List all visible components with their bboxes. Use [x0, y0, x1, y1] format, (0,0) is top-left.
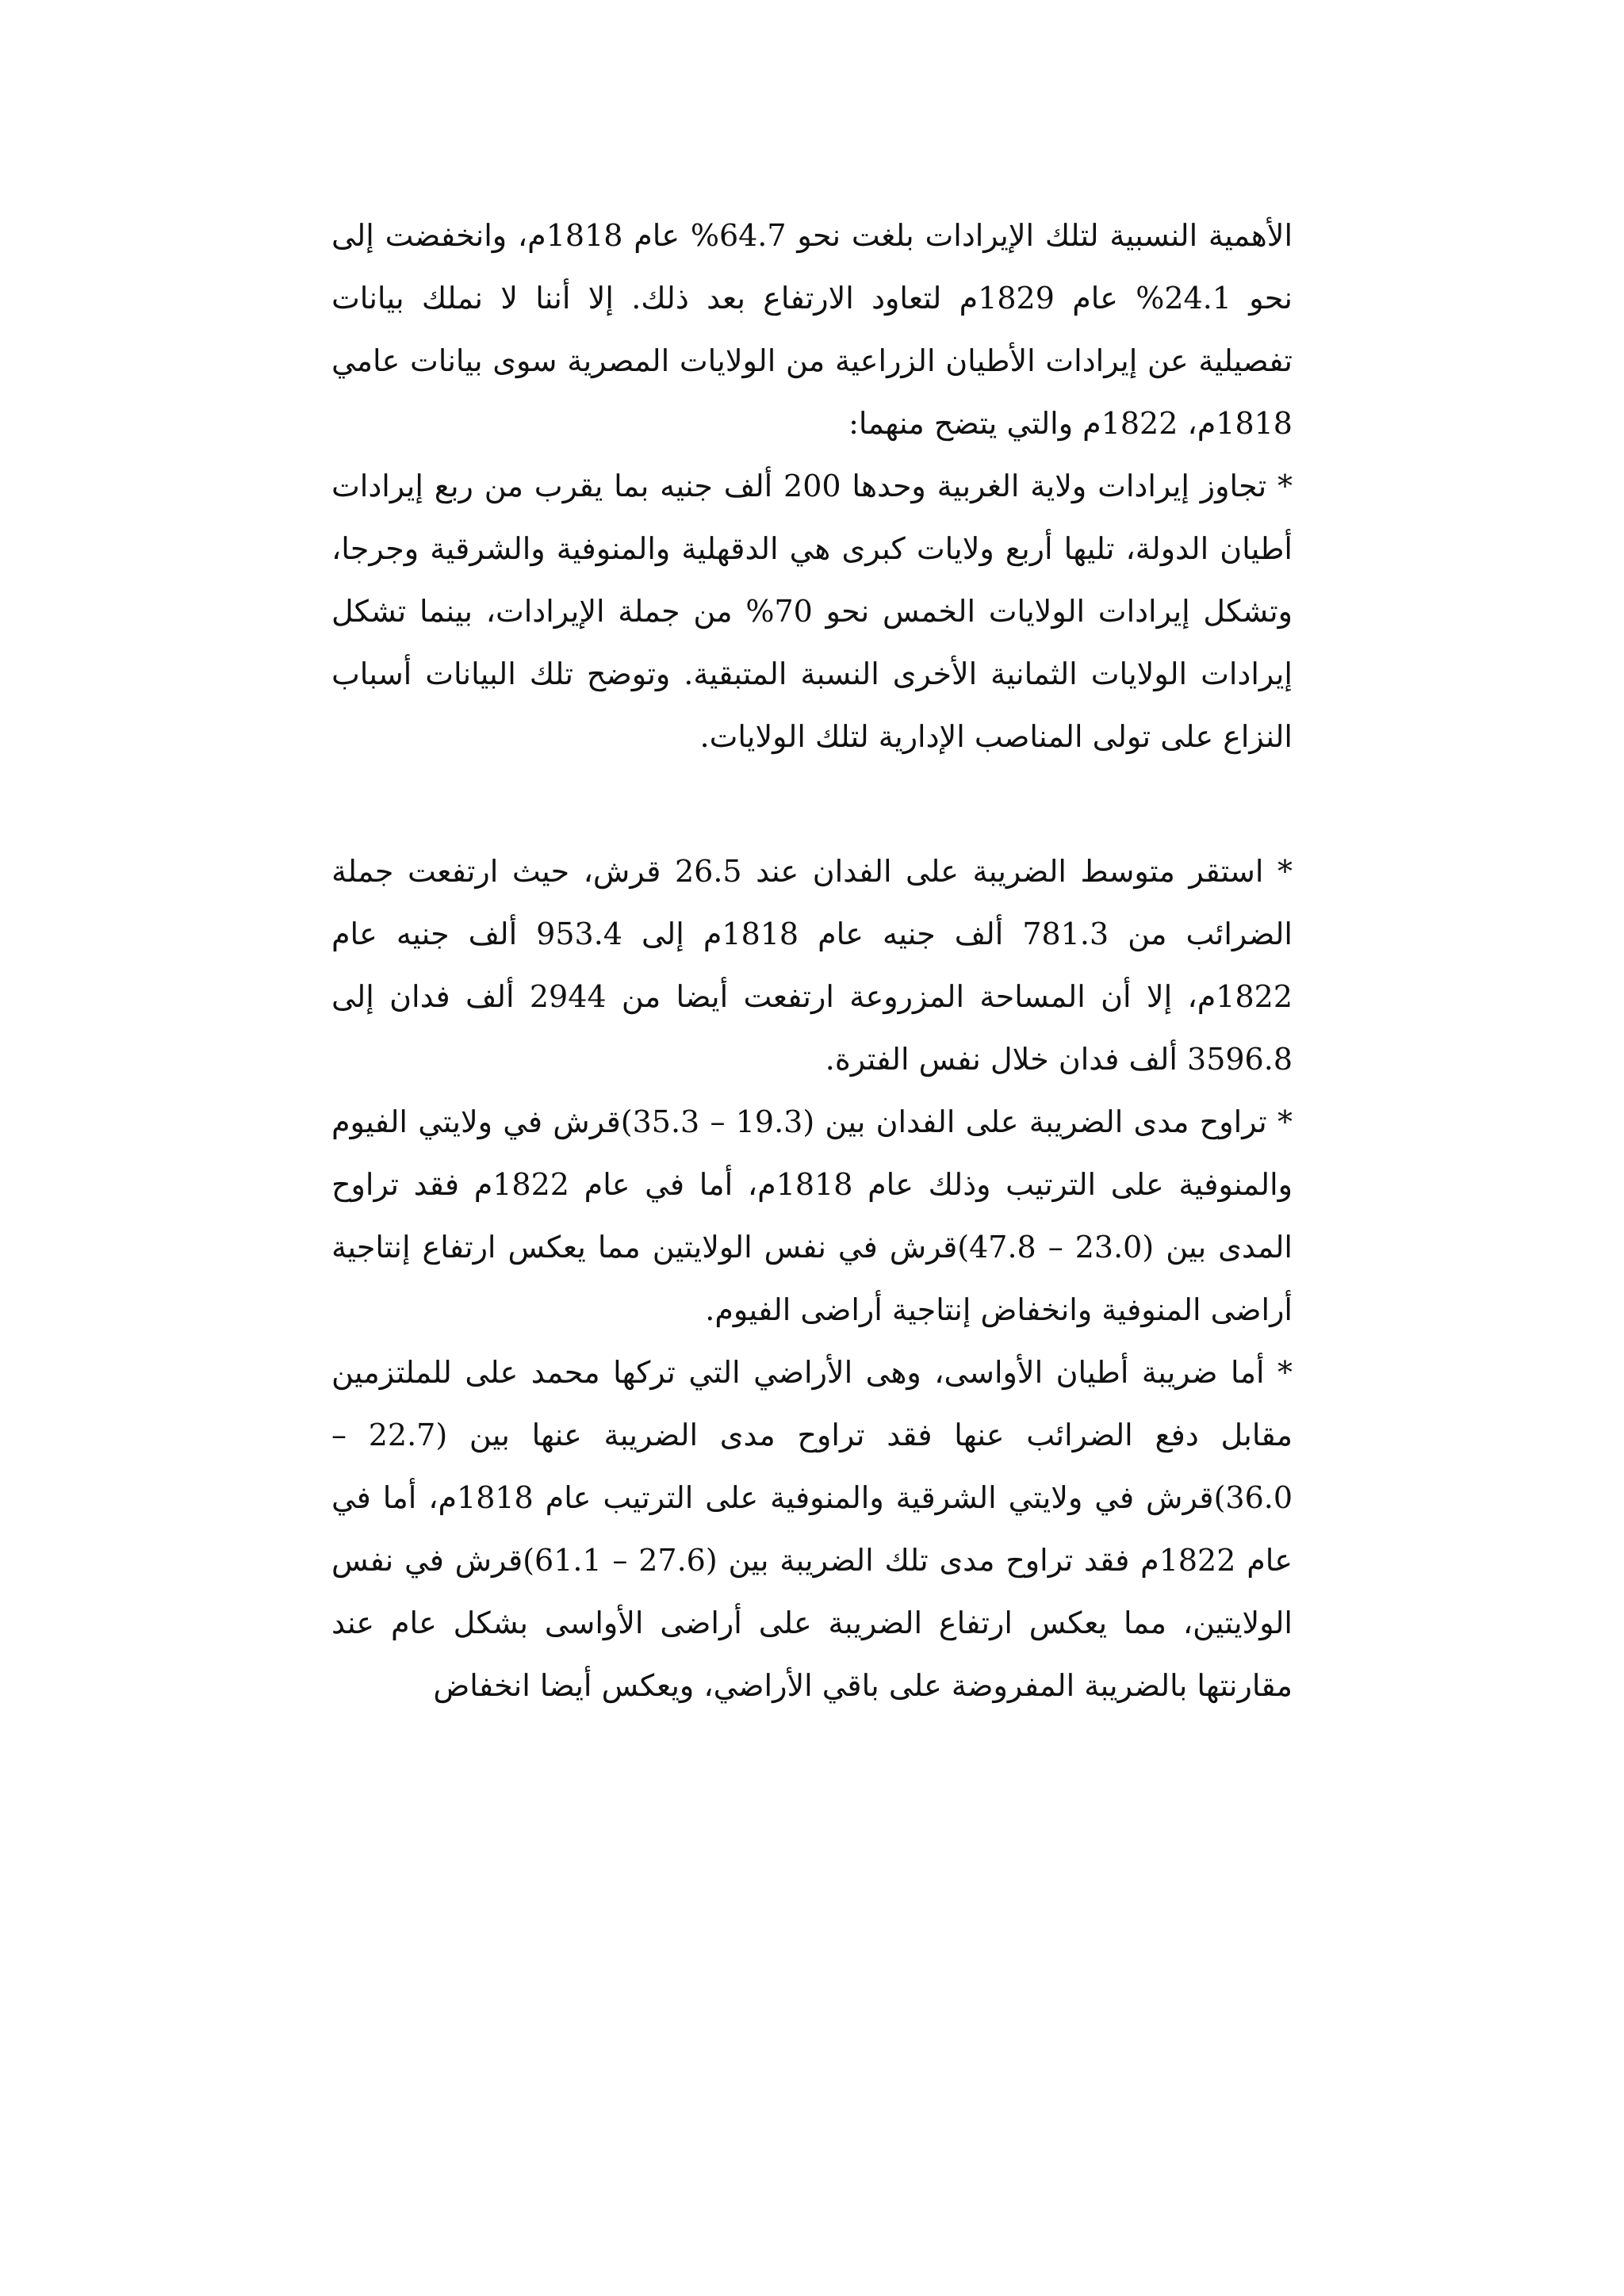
- paragraph-average-tax: * استقر متوسط الضريبة على الفدان عند 26.5 قرش، حيث ارتفعت جملة الضرائب من 781.3 ألف جنيه عام 1818م إلى 953.4 ألف جنيه عام 1822م، إلا أن المساحة المزروعة ارتفعت أيضا من 2944 ألف فدان إلى 3596.8 ألف فدان خلال نفس الفترة.: [331, 854, 1293, 1077]
- text-block-2: [331, 840, 1293, 1717]
- paragraph-relative-importance: الأهمية النسبية لتلك الإيرادات بلغت نحو 64.7% عام 1818م، وانخفضت إلى نحو 24.1% عام 1829م لتعاود الارتفاع بعد ذلك. إلا أننا لا نملك بيانات تفصيلية عن إيرادات الأطيان الزراعية من الولايات المصرية سوى بيانات عامي 1818م، 1822م والتي يتضح منهما:: [331, 218, 1293, 441]
- text-block-1: [331, 205, 1293, 768]
- paragraph-gharbia-revenue: * تجاوز إيرادات ولاية الغربية وحدها 200 ألف جنيه بما يقرب من ربع إيرادات أطيان الدولة، تليها أربع ولايات كبرى هي الدقهلية والمنوفية والشرقية وجرجا، وتشكل إيرادات الولايات الخمس نحو 70% من جملة الإيرادات، بينما تشكل إيرادات الولايات الثمانية الأخرى النسبة المتبقية. وتوضح تلك البيانات أسباب النزاع على تولى المناصب الإدارية لتلك الولايات.: [331, 469, 1293, 754]
- paragraph-awasi-tax: * أما ضريبة أطيان الأواسى، وهى الأراضي التي تركها محمد على للملتزمين مقابل دفع الضرائب عنها فقد تراوح مدى الضريبة عنها بين (22.7 – 36.0)قرش في ولايتي الشرقية والمنوفية على الترتيب عام 1818م، أما في عام 1822م فقد تراوح مدى تلك الضريبة بين (27.6 – 61.1)قرش في نفس الولايتين، مما يعكس ارتفاع الضريبة على أراضى الأواسى بشكل عام عند مقارنتها بالضريبة المفروضة على باقي الأراضي، ويعكس أيضا انخفاض: [331, 1355, 1293, 1703]
- paragraph-tax-range: * تراوح مدى الضريبة على الفدان بين (19.3 – 35.3)قرش في ولايتي الفيوم والمنوفية على الترتيب وذلك عام 1818م، أما في عام 1822م فقد تراوح المدى بين (23.0 – 47.8)قرش في نفس الولايتين مما يعكس ارتفاع إنتاجية أراضى المنوفية وانخفاض إنتاجية أراضى الفيوم.: [331, 1104, 1293, 1327]
